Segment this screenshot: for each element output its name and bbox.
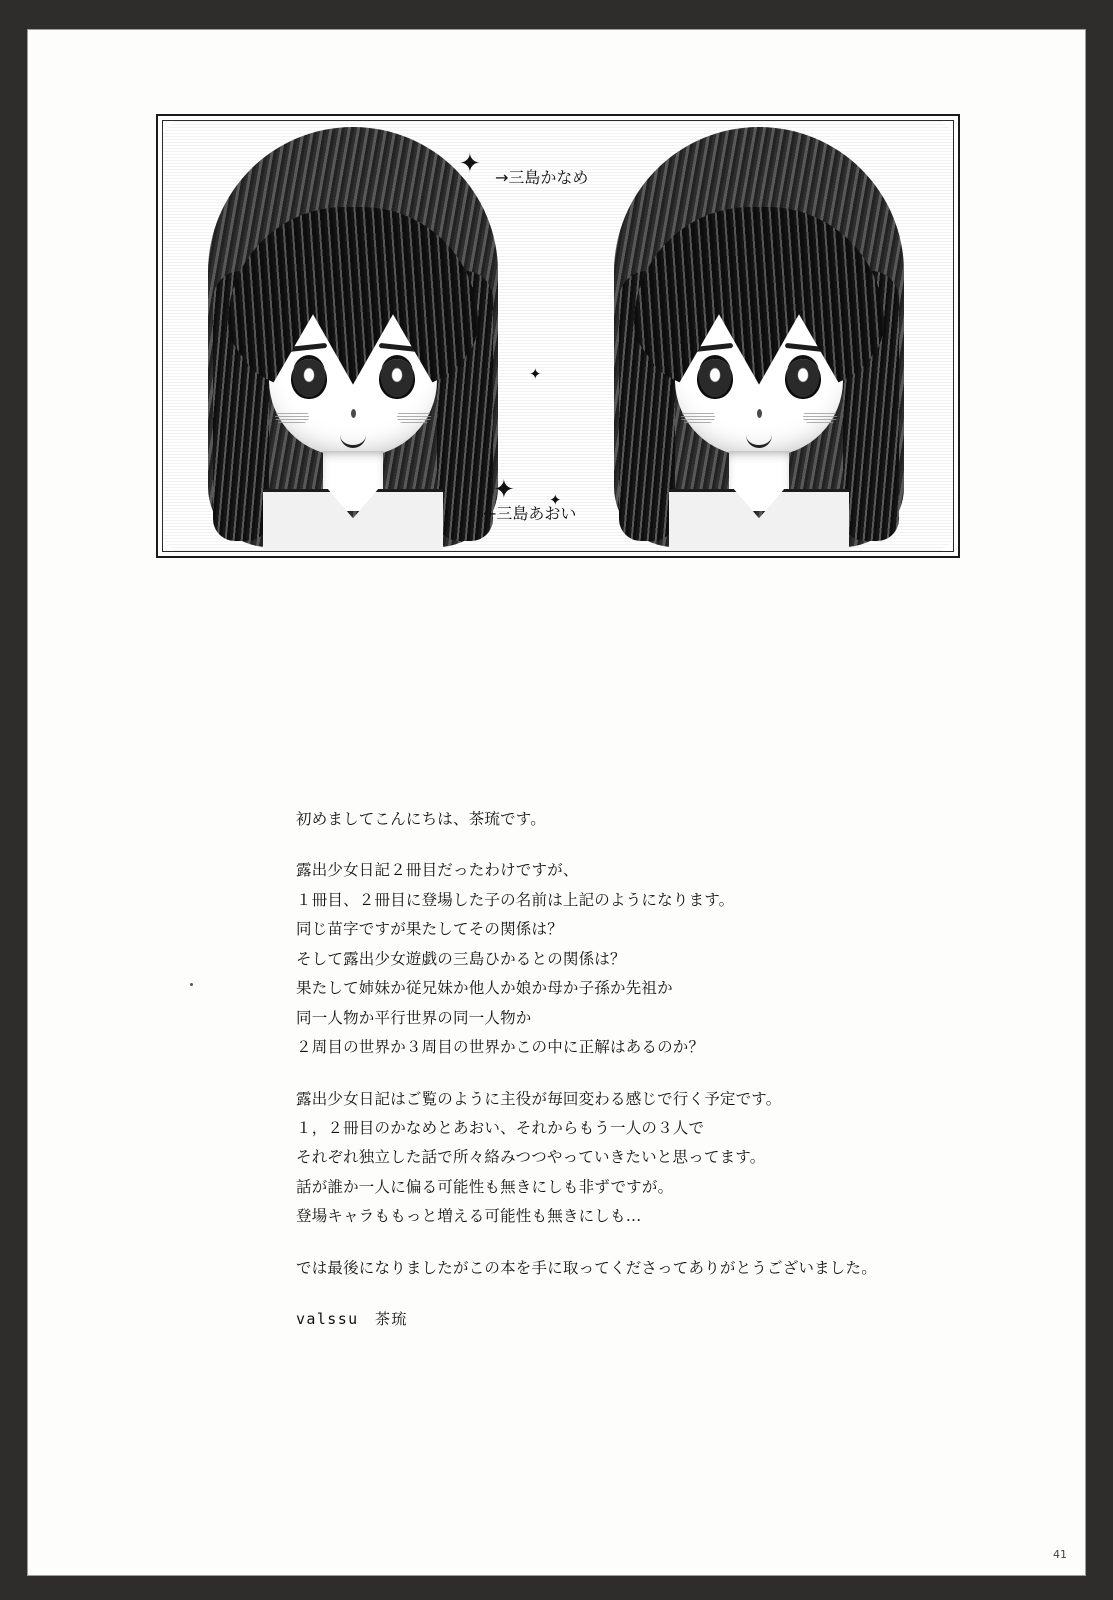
illustration-inner-frame bbox=[162, 120, 954, 552]
page-number: 41 bbox=[1053, 1548, 1067, 1561]
afterword-line: 露出少女日記２冊目だったわけですが、 bbox=[296, 861, 579, 880]
afterword-line: ２周目の世界か３周目の世界かこの中に正解はあるのか？ bbox=[296, 1038, 705, 1057]
afterword-line: そして露出少女遊戯の三島ひかるとの関係は？ bbox=[296, 949, 626, 968]
afterword-line: それぞれ独立した話で所々絡みつつやっていきたいと思ってます。 bbox=[296, 1148, 766, 1167]
afterword-greeting: 初めましてこんにちは、茶琉です。 bbox=[296, 810, 546, 828]
afterword-line: 果たして姉妹か従兄妹か他人か娘か母か子孫か先祖か bbox=[296, 979, 673, 998]
eye-right bbox=[379, 359, 415, 399]
corner-nick-bottom-right bbox=[942, 540, 954, 552]
afterword-line: １，２冊目のかなめとあおい、それからもう一人の３人で bbox=[296, 1118, 705, 1137]
sparkle-icon: ✦ bbox=[459, 149, 481, 179]
blush-right bbox=[397, 411, 431, 423]
afterword-line: 同じ苗字ですが果たしてその関係は？ bbox=[296, 920, 563, 939]
afterword-line: １冊目、２冊目に登場した子の名前は上記のようになります。 bbox=[296, 890, 735, 909]
illustration-panel bbox=[156, 114, 960, 558]
author-signature: valssu 茶琉 bbox=[296, 1310, 408, 1329]
afterword-text bbox=[296, 805, 1016, 1334]
afterword-line: 露出少女日記はご覧のように主役が毎回変わる感じで行く予定です。 bbox=[296, 1089, 782, 1108]
afterword-line: 同一人物か平行世界の同一人物か bbox=[296, 1008, 532, 1027]
blush-left bbox=[681, 411, 715, 423]
afterword-paragraph-3 bbox=[296, 1085, 1016, 1232]
sparkle-icon: ✦ bbox=[529, 365, 542, 383]
character-portrait-aoi bbox=[173, 121, 533, 552]
sparkle-icon: ✦ bbox=[549, 491, 562, 509]
sparkle-icon: ✦ bbox=[493, 475, 515, 505]
afterword-line: 登場キャラももっと増える可能性も無きにしも… bbox=[296, 1207, 642, 1226]
document-page bbox=[28, 30, 1085, 1575]
afterword-line: 話が誰か一人に偏る可能性も無きにしも非ずですが。 bbox=[296, 1177, 674, 1196]
character-label-aoi: ←三島あおい bbox=[483, 504, 577, 523]
corner-nick-top-right bbox=[942, 120, 954, 132]
blush-left bbox=[275, 411, 309, 423]
eye-left bbox=[291, 359, 327, 399]
afterword-paragraph-2 bbox=[296, 856, 1016, 1062]
stray-ink-dot bbox=[190, 983, 193, 986]
character-portrait-kaname bbox=[579, 121, 939, 552]
nose bbox=[351, 409, 356, 418]
blush-right bbox=[803, 411, 837, 423]
eye-left bbox=[697, 359, 733, 399]
afterword-closing: では最後になりましたがこの本を手に取ってくださってありがとうございました。 bbox=[296, 1258, 877, 1277]
eye-right bbox=[785, 359, 821, 399]
character-label-kaname: →三島かなめ bbox=[495, 168, 589, 187]
nose bbox=[757, 409, 762, 418]
